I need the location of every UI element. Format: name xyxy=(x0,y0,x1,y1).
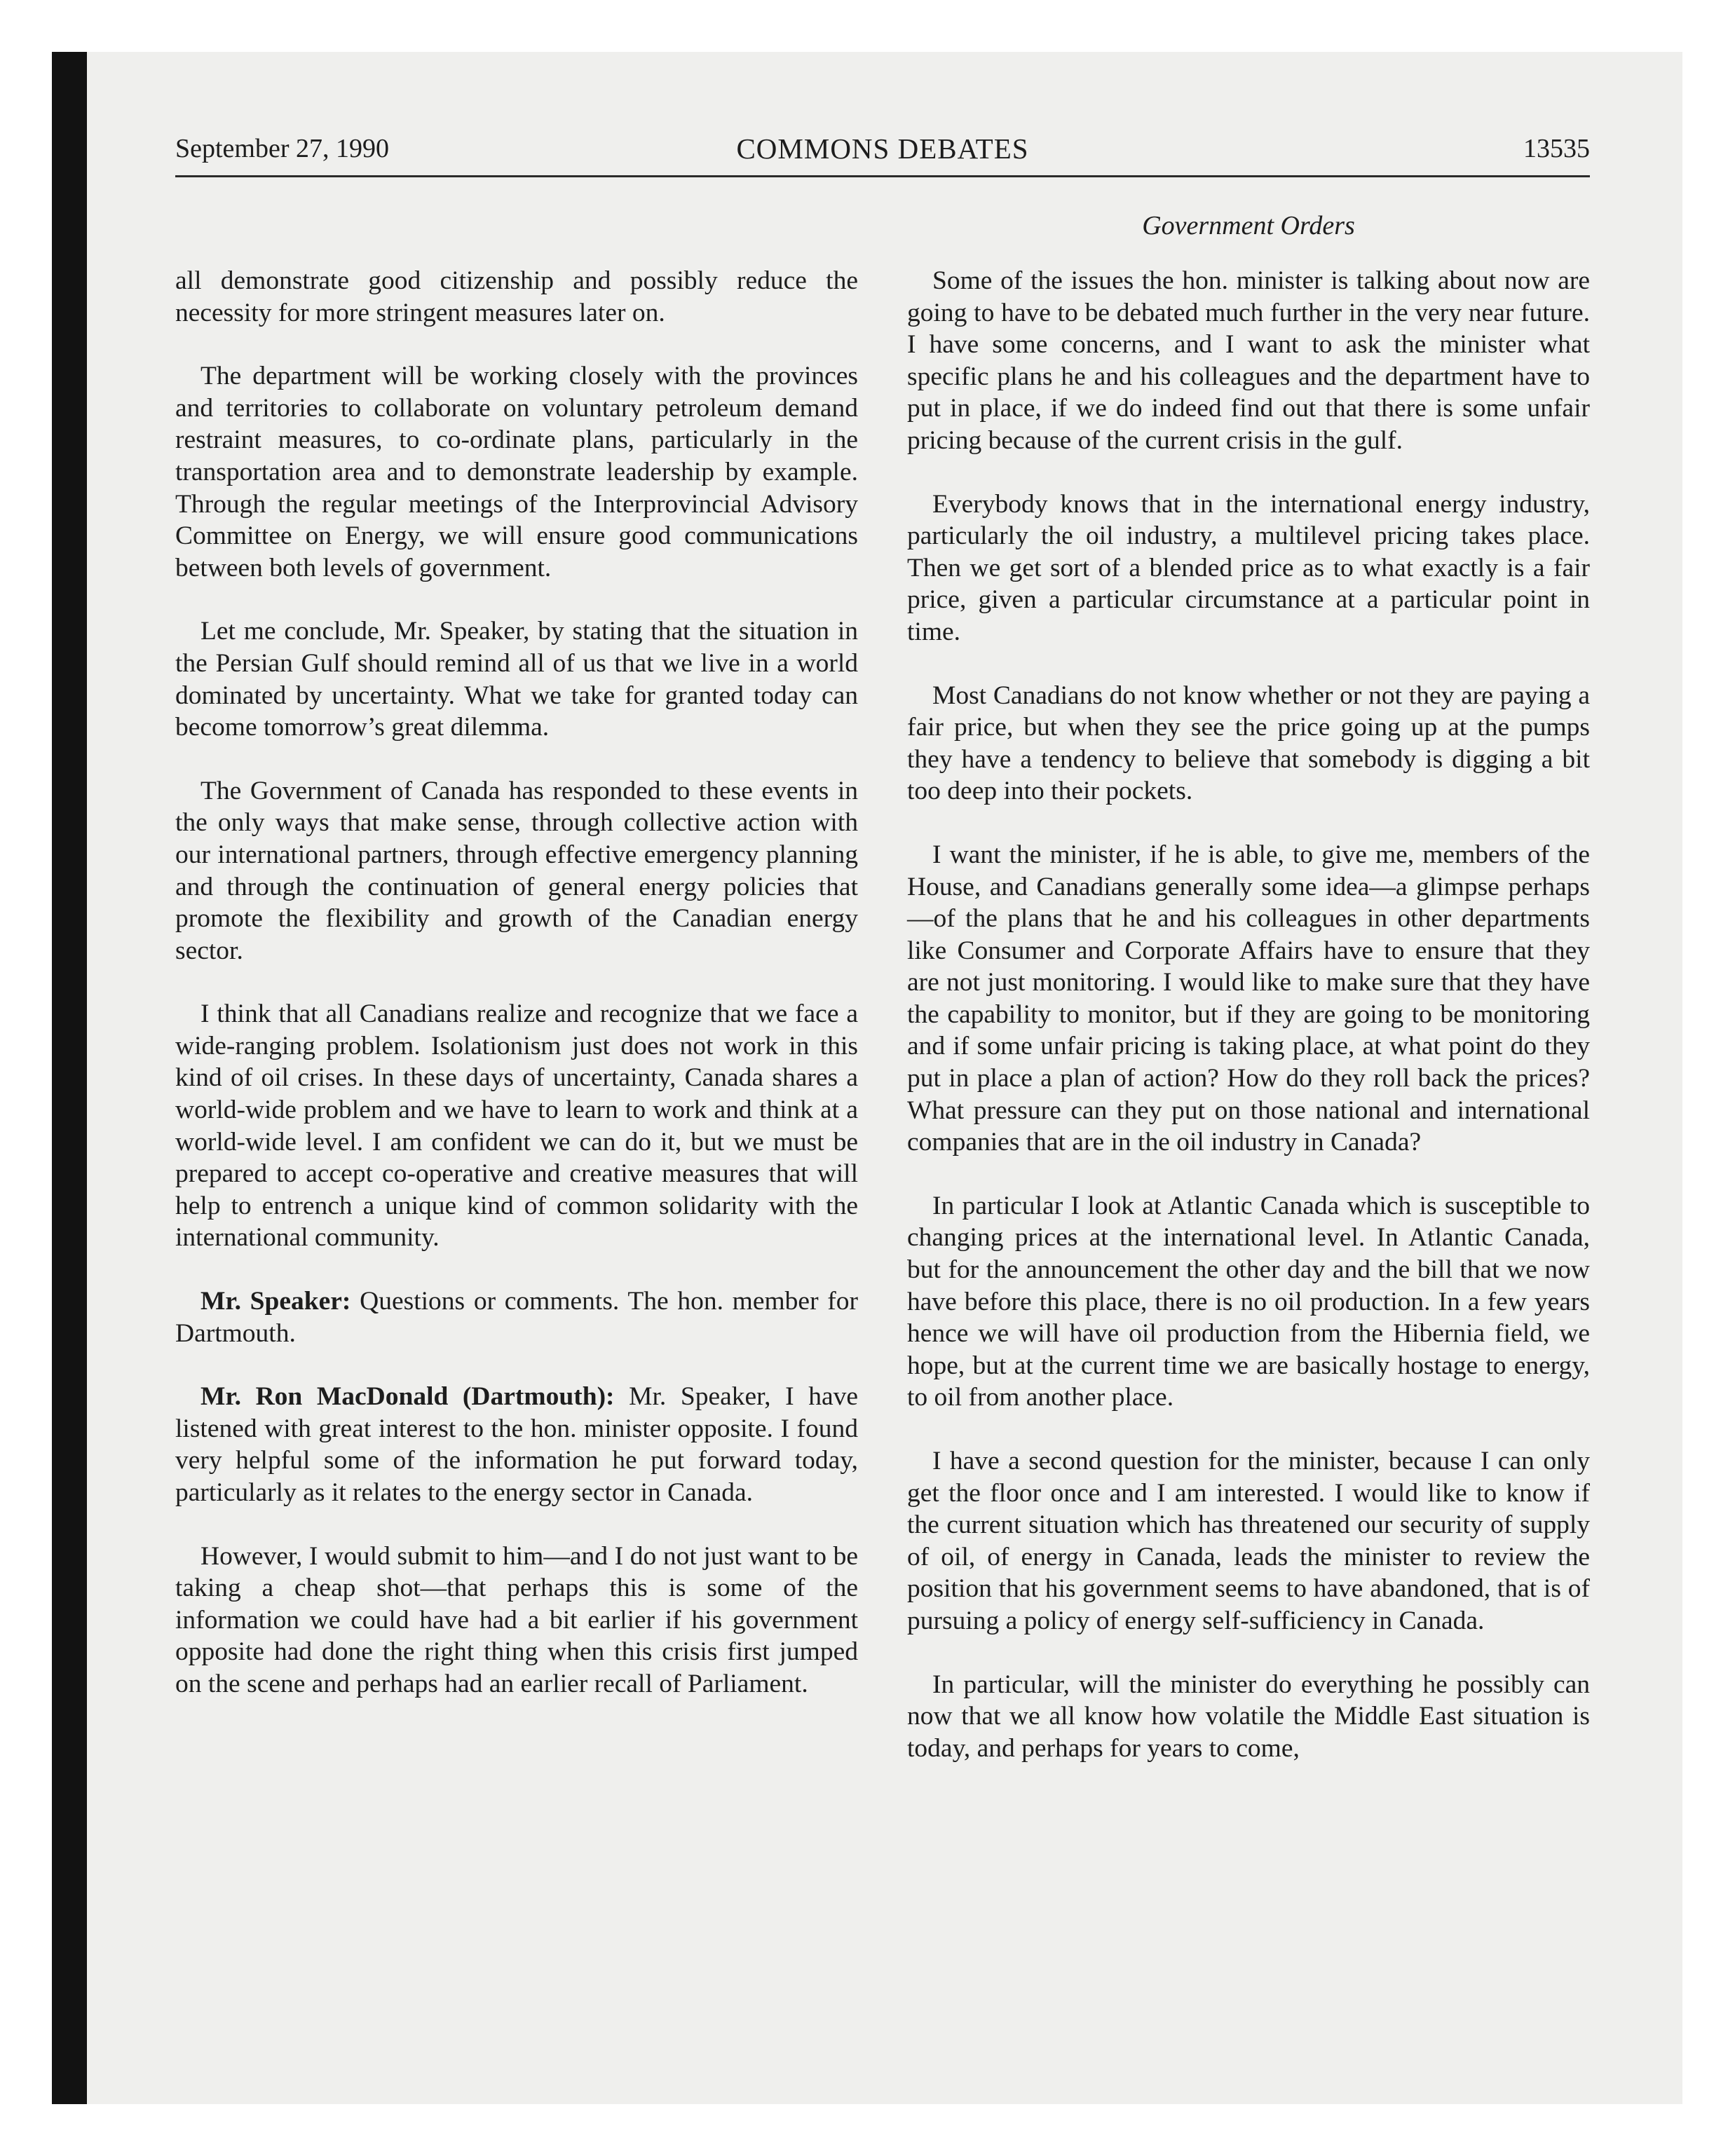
header-title: COMMONS DEBATES xyxy=(736,132,1029,165)
speaker-name: Mr. Speaker: xyxy=(200,1287,351,1316)
section-label: Government Orders xyxy=(1142,211,1355,240)
binding-edge xyxy=(52,52,87,2104)
left-column xyxy=(175,265,858,1700)
page-header xyxy=(175,126,1590,177)
paragraph: However, I would submit to him—and I do not just want to be taking a cheap shot—that perhaps this is some of the information we could have had a bit earlier if his government opposite had done the right thing when this crisis first jumped on the scene and perhaps had an earlier recall of Parliament. xyxy=(175,1541,858,1698)
paragraph: Some of the issues the hon. minister is talking about now are going to have to be debated much further in the very near future. I have some concerns, and I want to ask the minister what specific plans he and his colleagues and the department have to put in place, if we do indeed find out that there is some unfair pricing because of the current crisis in the gulf. xyxy=(907,266,1590,455)
speaker-name: Mr. Ron MacDonald (Dartmouth): xyxy=(200,1382,615,1412)
paragraph: Everybody knows that in the international energy industry, particularly the oil industry, a multilevel pricing takes place. Then we get sort of a blended price as to what exactly is a fair price, given a particular circumstance at a particular point in time. xyxy=(907,489,1590,646)
paragraph: all demonstrate good citizenship and possibly reduce the necessity for more stringent measures later on. xyxy=(175,266,858,327)
speaker-paragraph xyxy=(175,1285,858,1349)
paragraph: I have a second question for the minister, because I can only get the floor once and I am interested. I would like to know if the current situation which has threatened our security of supply of oil, of energy in Canada, leads the minister to review the position that his government seems to have abandoned, that is of pursuing a policy of energy self-sufficiency in Canada. xyxy=(907,1447,1590,1635)
speech-text: Questions or comments. The hon. member for Dartmouth. xyxy=(175,1287,858,1348)
header-page-number: 13535 xyxy=(1523,134,1590,163)
paragraph: Let me conclude, Mr. Speaker, by stating that the situation in the Persian Gulf should remind all of us that we live in a world dominated by uncertainty. What we take for granted today can become tomorrow’s great dilemma. xyxy=(175,617,858,742)
right-column xyxy=(907,265,1590,1764)
paragraph: Most Canadians do not know whether or not they are paying a fair price, but when they see the price going up at the pumps they have a tendency to believe that somebody is digging a bit too deep into their pockets. xyxy=(907,681,1590,806)
paragraph: The department will be working closely with the provinces and territories to collaborate on voluntary petroleum demand restraint measures, to co-ordinate plans, particularly in the transportation area and to demonstrate leadership by example. Through the regular meetings of the Interprovincial Advisory Committee on Energy, we will ensure good communications between both levels of government. xyxy=(175,362,858,582)
speaker-paragraph xyxy=(175,1381,858,1508)
speech-text: Mr. Speaker, I have listened with great interest to the hon. minister opposite. I found very helpful some of the information he put forward today, particularly as it relates to the energy sector in Canada. xyxy=(175,1382,858,1507)
paragraph: The Government of Canada has responded to these events in the only ways that make sense, through collective action with our international partners, through effective emergency planning and through the continuation of general energy policies that promote the flexibility and growth of the Canadian energy sector. xyxy=(175,776,858,965)
paragraph: I want the minister, if he is able, to give me, members of the House, and Canadians generally some idea—a glimpse perhaps—of the plans that he and his colleagues in other departments like Consumer and Corporate Affairs have to ensure that they are not just monitoring. I would like to make sure that they have the capability to monitor, but if they are going to be monitoring and if some unfair pricing is taking place, at what point do they put in place a plan of action? How do they roll back the prices? What pressure can they put on those national and international companies that are in the oil industry in Canada? xyxy=(907,840,1590,1157)
header-date: September 27, 1990 xyxy=(175,134,390,163)
paragraph: I think that all Canadians realize and recognize that we face a wide-ranging problem. Isolationism just does not work in this kind of oil crises. In these days of uncertainty, Canada shares a world-wide problem and we have to learn to work and think at a world-wide level. I am confident we can do it, but we must be prepared to accept co-operative and creative measures that will help to entrench a unique kind of common solidarity with the international community. xyxy=(175,999,858,1253)
paragraph: In particular I look at Atlantic Canada which is susceptible to changing prices at the international level. In Atlantic Canada, but for the announcement the other day and the bill that we now have before this place, there is no oil production. In a few years hence we will have oil production from the Hibernia field, we hope, but at the current time we are basically hostage to energy, to oil from another place. xyxy=(907,1191,1590,1412)
paragraph: In particular, will the minister do everything he possibly can now that we all know how volatile the Middle East situation is today, and perhaps for years to come, xyxy=(907,1670,1590,1763)
